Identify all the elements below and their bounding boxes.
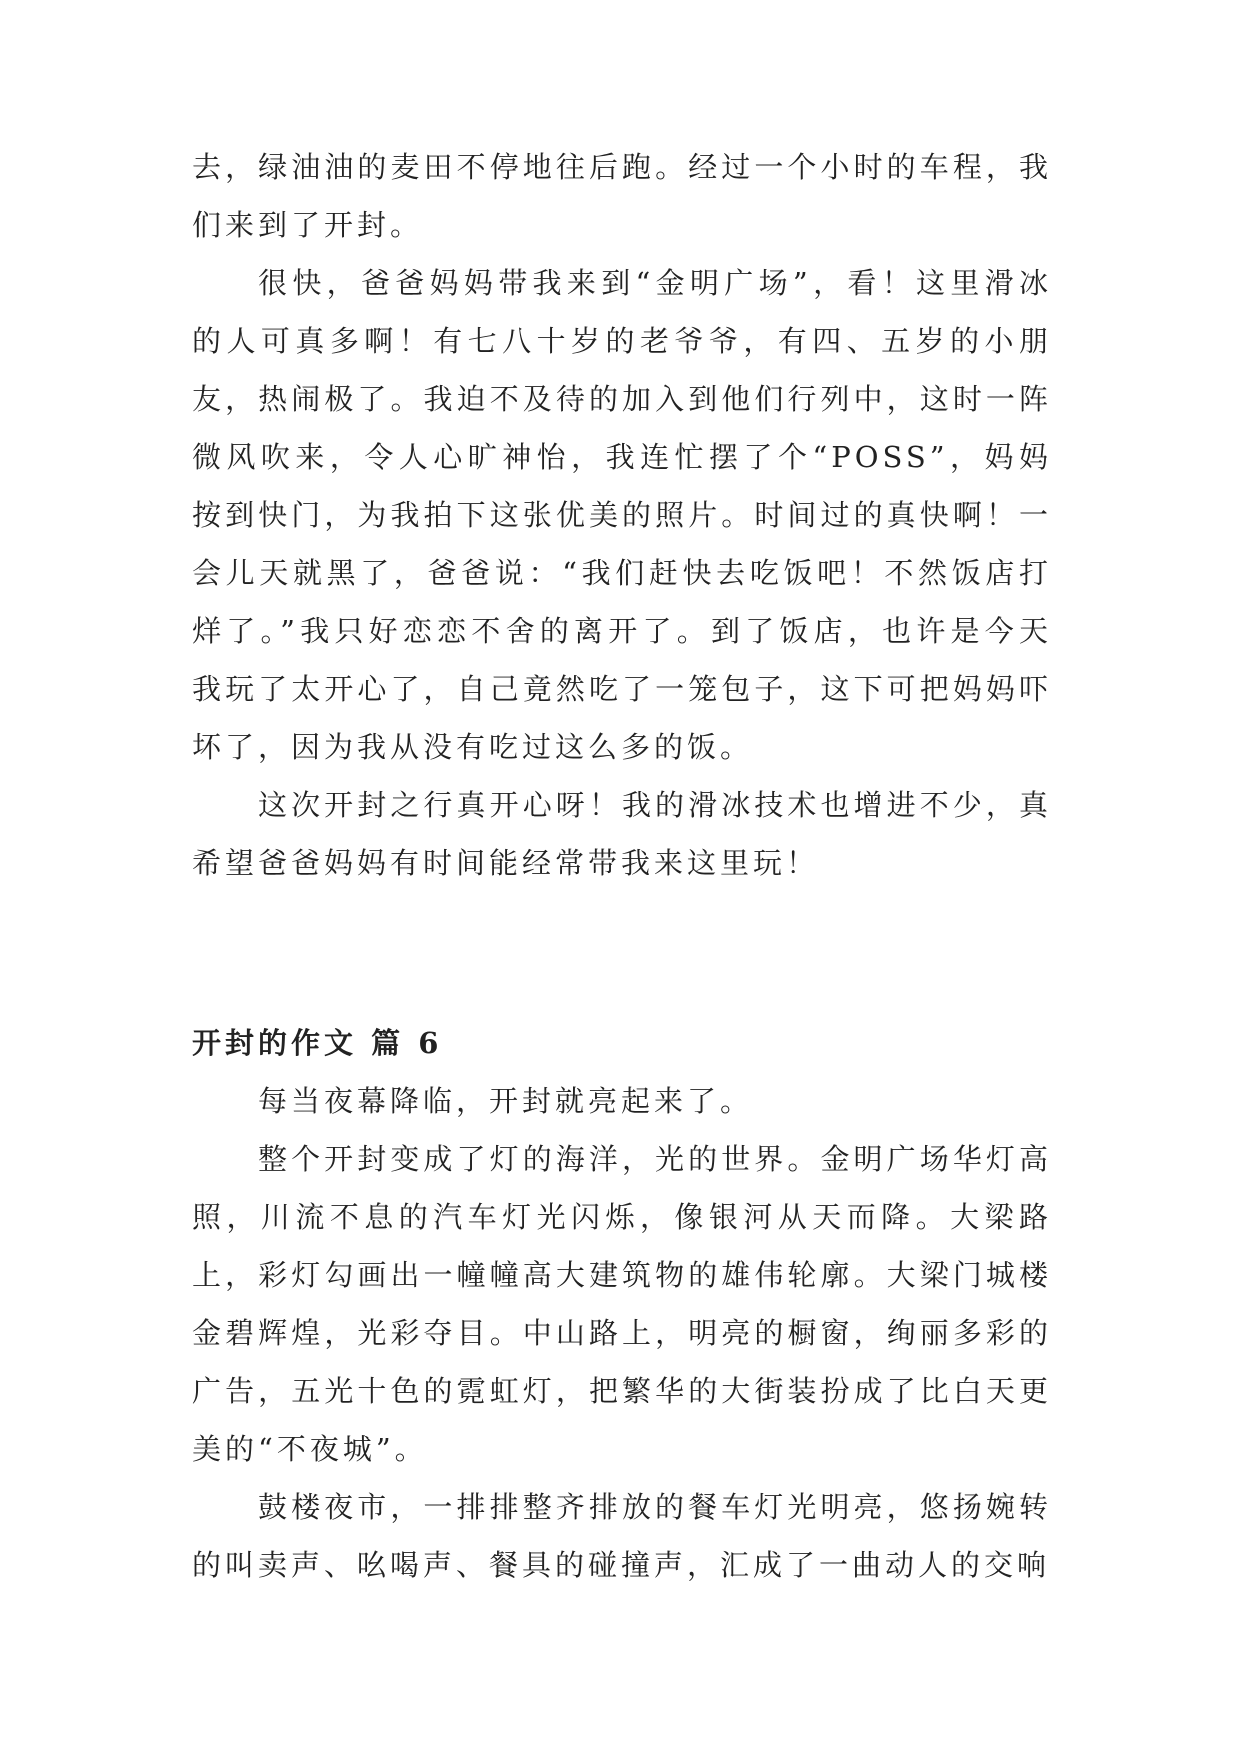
essay-title: 开封的作文 篇 6 [192,1026,443,1060]
paragraph-skating: 很快，爸爸妈妈带我来到“金明广场”，看！这里滑冰的人可真多啊！有七八十岁的老爷爷，有四、五岁的小朋友，热闹极了。我迫不及待的加入到他们行列中，这时一阵微风吹来，令人心旷神怡，我连忙摆了个“POSS”，妈妈按到快门，为我拍下这张优美的照片。时间过的真快啊！一会儿天就黑了，爸爸说：“我们赶快去吃饭吧！不然饭店打烊了。”我只好恋恋不舍的离开了。到了饭店，也许是今天我玩了太开心了，自己竟然吃了一笼包子，这下可把妈妈吓坏了，因为我从没有吃过这么多的饭。 [192,266,1052,764]
paragraph-continued-start: 去，绿油油的麦田不停地往后跑。经过一个小时的车程，我们来到了开封。 [192,150,1052,242]
paragraph-conclusion: 这次开封之行真开心呀！我的滑冰技术也增进不少，真希望爸爸妈妈有时间能经常带我来这里玩！ [192,788,1052,880]
paragraph-nightfall: 每当夜幕降临，开封就亮起来了。 [258,1084,754,1118]
paragraph-lights: 整个开封变成了灯的海洋，光的世界。金明广场华灯高照，川流不息的汽车灯光闪烁，像银河从天而降。大梁路上，彩灯勾画出一幢幢高大建筑物的雄伟轮廓。大梁门城楼金碧辉煌，光彩夺目。中山路上，明亮的橱窗，绚丽多彩的广告，五光十色的霓虹灯，把繁华的大街装扮成了比白天更美的“不夜城”。 [192,1142,1052,1466]
section-continued [192,138,1052,892]
paragraph-night-market: 鼓楼夜市，一排排整齐排放的餐车灯光明亮，悠扬婉转的叫卖声、吆喝声、餐具的碰撞声，汇成了一曲动人的交响 [192,1490,1052,1582]
section-essay-6 [192,1014,1052,1594]
